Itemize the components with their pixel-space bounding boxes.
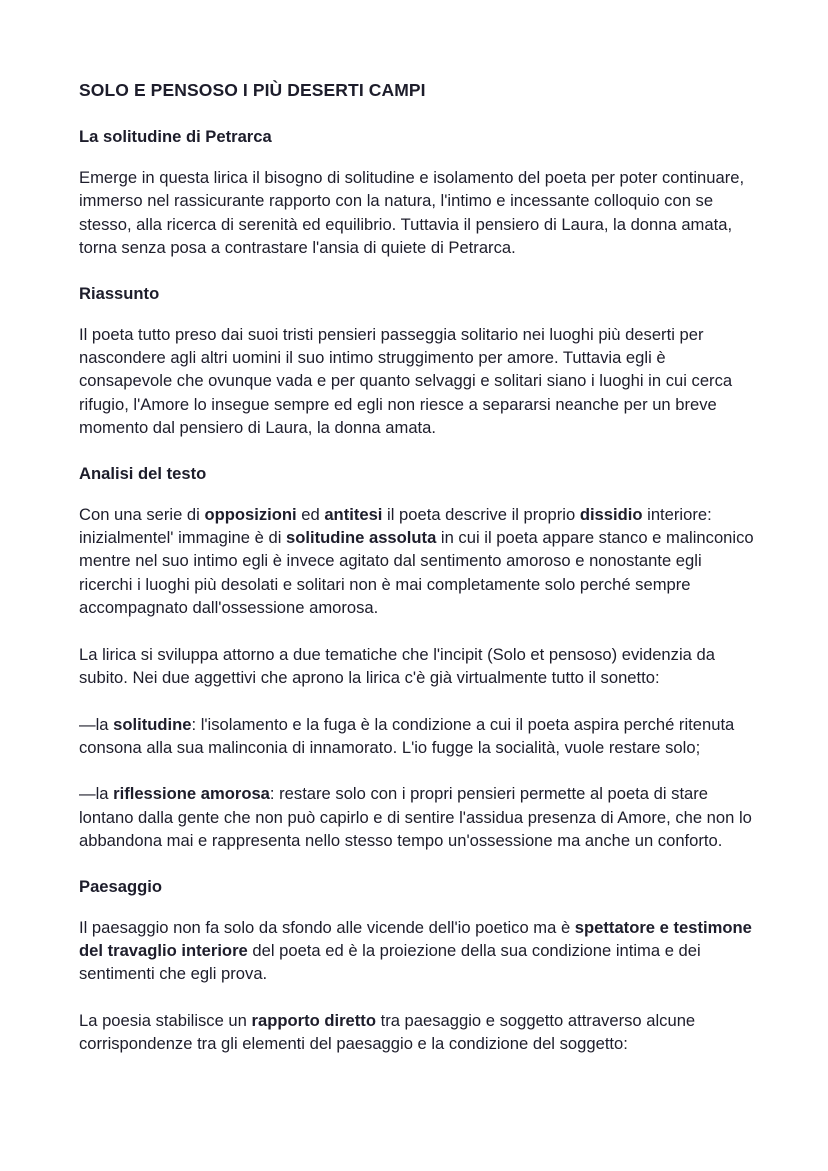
text-run: : l'isolamento e la fuga è la condizione a cui il poeta aspira perché ritenuta consona alla sua malinconia di innamorato. L'io fugge la socialità, vuole restare solo; xyxy=(79,714,735,757)
paragraph-analisi-1 xyxy=(79,503,759,620)
text-run: —la xyxy=(79,714,114,734)
bold-term: antitesi xyxy=(324,504,383,524)
section-heading-analisi: Analisi del testo xyxy=(79,463,207,483)
bold-term: spettatore e testimone del travaglio interiore xyxy=(79,917,752,960)
bold-term: opposizioni xyxy=(204,504,297,524)
text-run: Con una serie di xyxy=(79,504,205,524)
section-riassunto xyxy=(79,283,759,440)
page-title: SOLO E PENSOSO I PIÙ DESERTI CAMPI xyxy=(79,80,426,100)
paragraph-paesaggio-1 xyxy=(79,916,759,986)
bold-term: rapporto diretto xyxy=(251,1010,376,1030)
section-heading-riassunto: Riassunto xyxy=(79,283,160,303)
bold-term: solitudine assoluta xyxy=(286,528,437,548)
paragraph-paesaggio-2 xyxy=(79,1009,759,1056)
text-run: ed xyxy=(296,504,325,524)
bold-term: dissidio xyxy=(579,504,643,524)
document-page xyxy=(79,78,759,1079)
paragraph-solitudine: Emerge in questa lirica il bisogno di solitudine e isolamento del poeta per poter continuare, immerso nel rassicurante rapporto con la natura, l'intimo e incessante colloquio con se stesso, alla ricerca di serenità ed equilibrio. Tuttavia il pensiero di Laura, la donna amata, torna senza posa a contrastare l'ansia di quiete di Petrarca. xyxy=(79,168,745,258)
bold-term: riflessione amorosa xyxy=(113,784,270,804)
section-heading-solitudine: La solitudine di Petrarca xyxy=(79,127,272,146)
text-run: —la xyxy=(79,784,114,804)
paragraph-riassunto: Il poeta tutto preso dai suoi tristi pensieri passeggia solitario nei luoghi più deserti per nascondere agli altri uomini il suo intimo struggimento per amore. Tuttavia egli è consapevole che ovunque vada e per quanto selvaggi e solitari siano i luoghi in cui cerca rifugio, l'Amore lo insegue sempre ed egli non riesce a separarsi neanche per un breve momento dal pensiero di Laura, la donna amata. xyxy=(79,324,733,438)
text-run: interiore: inizialmentel' immagine è di xyxy=(79,504,712,548)
text-run: : restare solo con i propri pensieri permette al poeta di stare lontano dalla gente che non può capirlo e di sentire l'assidua presenza di Amore, che non lo abbandona mai e rappresenta nello stesso tempo un'ossessione ma anche un conforto. xyxy=(79,784,752,851)
text-run: il poeta descrive il proprio xyxy=(382,504,580,524)
text-run: La poesia stabilisce un xyxy=(79,1010,252,1030)
section-heading-paesaggio: Paesaggio xyxy=(79,876,163,896)
text-run: del poeta ed è la proiezione della sua condizione intima e dei sentimenti che egli prova. xyxy=(79,940,701,984)
paragraph-analisi-3 xyxy=(79,713,759,760)
text-run: tra paesaggio e soggetto attraverso alcune corrispondenze tra gli elementi del paesaggio e la condizione del soggetto: xyxy=(79,1010,696,1054)
paragraph-analisi-2: La lirica si sviluppa attorno a due tematiche che l'incipit (Solo et pensoso) evidenzia da subito. Nei due aggettivi che aprono la lirica c'è già virtualmente tutto il sonetto: xyxy=(79,644,715,688)
text-run: Il paesaggio non fa solo da sfondo alle vicende dell'io poetico ma è xyxy=(79,917,575,937)
section-paesaggio xyxy=(79,876,759,1056)
paragraph-analisi-4 xyxy=(79,782,759,852)
text-run: in cui il poeta appare stanco e malinconico mentre nel suo intimo egli è invece agitato dal sentimento amoroso e nonostante egli ricerchi i luoghi più desolati e solitari non è mai completamente solo perché sempre accompagnato dall'ossessione amorosa. xyxy=(79,528,754,618)
section-analisi xyxy=(79,463,759,853)
section-solitudine xyxy=(79,126,759,260)
bold-term: solitudine xyxy=(113,714,192,734)
